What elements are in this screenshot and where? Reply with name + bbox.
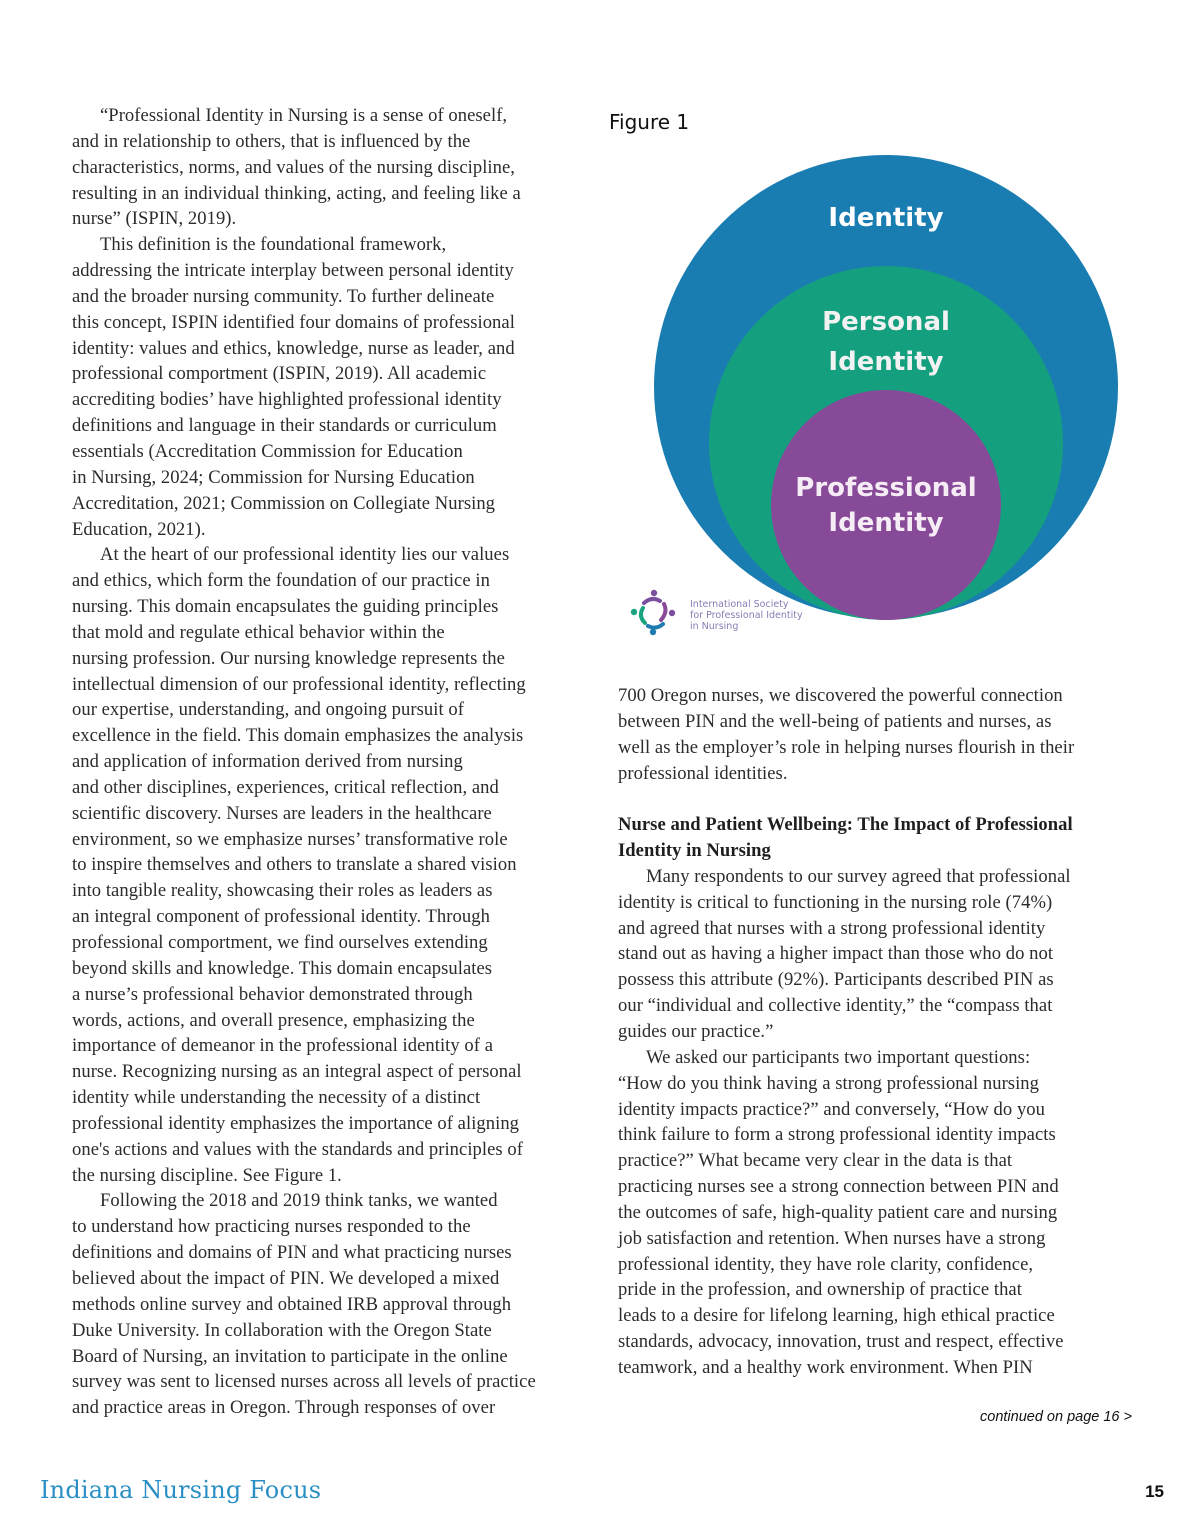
text-line: professional identity, they have role clarity, confidence, — [618, 1253, 1034, 1275]
text-line: and the broader nursing community. To further delineate — [72, 285, 495, 307]
text-line: professional comportment, we find ourselves extending — [72, 932, 488, 953]
text-line: Education, 2021). — [72, 518, 206, 540]
left-text-column — [72, 103, 587, 1421]
text-line: essentials (Accreditation Commission for Education — [72, 440, 463, 462]
text-line: in Nursing, 2024; Commission for Nursing Education — [72, 466, 475, 488]
text-line: one's actions and values with the standards and principles of — [72, 1138, 523, 1160]
text-line: At the heart of our professional identity lies our values — [100, 544, 510, 566]
identity-nested-circles-figure — [600, 140, 1160, 660]
text-line: environment, so we emphasize nurses’ transformative role — [72, 828, 508, 850]
text-line: professional identity emphasizes the importance of aligning — [72, 1112, 520, 1134]
text-line: survey was sent to licensed nurses across all levels of practice — [72, 1371, 536, 1393]
text-line: identity is critical to functioning in the nursing role (74%) — [618, 891, 1053, 913]
text-line: 700 Oregon nurses, we discovered the powerful connection — [618, 685, 1063, 706]
text-line: Many respondents to our survey agreed that professional — [646, 865, 1071, 887]
text-line: Duke University. In collaboration with the Oregon State — [72, 1319, 492, 1341]
text-line: resulting in an individual thinking, acting, and feeling like a — [72, 182, 521, 204]
text-line: possess this attribute (92%). Participants described PIN as — [618, 969, 1054, 991]
text-line: scientific discovery. Nurses are leaders in the healthcare — [72, 802, 492, 824]
text-line: well as the employer’s role in helping nurses flourish in their — [618, 736, 1075, 758]
text-line: the nursing discipline. See Figure 1. — [72, 1164, 342, 1186]
section-heading-line: Nurse and Patient Wellbeing: The Impact of Professional — [618, 814, 1073, 836]
text-line: believed about the impact of PIN. We developed a mixed — [72, 1267, 500, 1289]
text-line: characteristics, norms, and values of the nursing discipline, — [72, 156, 515, 178]
text-line: identity: values and ethics, knowledge, nurse as leader, and — [72, 337, 515, 359]
text-line: beyond skills and knowledge. This domain encapsulates — [72, 957, 493, 979]
text-line: identity impacts practice?” and conversely, “How do you — [618, 1098, 1045, 1120]
text-line: guides our practice.” — [618, 1020, 774, 1042]
text-line: accrediting bodies’ have highlighted professional identity — [72, 389, 502, 411]
text-line: teamwork, and a healthy work environment. When PIN — [618, 1356, 1033, 1378]
text-line: and ethics, which form the foundation of our practice in — [72, 570, 490, 592]
text-line: nurse. Recognizing nursing as an integral aspect of personal — [72, 1061, 522, 1083]
personal-identity-label-line1: Personal — [822, 307, 950, 337]
text-line: professional comportment (ISPIN, 2019). All academic — [72, 363, 487, 385]
identity-circle-label: Identity — [828, 203, 944, 233]
personal-identity-label-line2: Identity — [828, 347, 944, 377]
text-line: intellectual dimension of our professional identity, reflecting — [72, 673, 526, 695]
text-line: identity while understanding the necessity of a distinct — [72, 1087, 481, 1109]
ispin-logo-text-line3: in Nursing — [690, 621, 739, 632]
text-line: addressing the intricate interplay between personal identity — [72, 260, 514, 282]
text-line: an integral component of professional identity. Through — [72, 906, 490, 928]
text-line: think failure to form a strong professional identity impacts — [618, 1124, 1056, 1146]
section-heading-line: Identity in Nursing — [618, 840, 771, 862]
text-line: into tangible reality, showcasing their roles as leaders as — [72, 880, 493, 902]
text-line: words, actions, and overall presence, emphasizing the — [72, 1009, 475, 1031]
text-line: importance of demeanor in the professional identity of a — [72, 1035, 494, 1057]
text-line: Following the 2018 and 2019 think tanks, we wanted — [100, 1190, 498, 1212]
ispin-logo-icon — [631, 590, 675, 635]
text-line: definitions and language in their standards or curriculum — [72, 415, 497, 437]
text-line: standards, advocacy, innovation, trust and respect, effective — [618, 1331, 1064, 1353]
text-line: professional identities. — [618, 762, 788, 784]
text-line: this concept, ISPIN identified four domains of professional — [72, 311, 515, 333]
ispin-logo-text-line2: for Professional Identity — [690, 610, 803, 621]
text-line: practice?” What became very clear in the data is that — [618, 1150, 1013, 1172]
text-line: and practice areas in Oregon. Through responses of over — [72, 1397, 496, 1419]
text-line: Board of Nursing, an invitation to participate in the online — [72, 1345, 508, 1367]
text-line: pride in the profession, and ownership of practice that — [618, 1279, 1022, 1301]
text-line: “Professional Identity in Nursing is a sense of oneself, — [100, 105, 508, 126]
page-number: 15 — [1145, 1482, 1164, 1501]
text-line: definitions and domains of PIN and what practicing nurses — [72, 1242, 512, 1264]
ispin-logo-text-line1: International Society — [690, 599, 789, 610]
continued-on-next-page-link[interactable]: continued on page 16 > — [980, 1409, 1132, 1425]
text-line: the outcomes of safe, high-quality patient care and nursing — [618, 1201, 1058, 1223]
blank-line — [618, 786, 1133, 812]
publication-title: Indiana Nursing Focus — [40, 1476, 322, 1504]
text-line: and in relationship to others, that is influenced by the — [72, 130, 471, 152]
ispin-logo — [631, 590, 803, 635]
text-line: leads to a desire for lifelong learning, high ethical practice — [618, 1305, 1055, 1327]
right-text-column — [618, 683, 1133, 1381]
text-line: Accreditation, 2021; Commission on Collegiate Nursing — [72, 492, 496, 514]
professional-identity-label-line2: Identity — [828, 508, 944, 538]
text-line: stand out as having a higher impact than those who do not — [618, 943, 1054, 965]
professional-identity-circle — [771, 390, 1001, 620]
text-line: We asked our participants two important questions: — [646, 1046, 1031, 1068]
text-line: our “individual and collective identity,” the “compass that — [618, 995, 1053, 1017]
text-line: nursing. This domain encapsulates the guiding principles — [72, 596, 499, 618]
professional-identity-label-line1: Professional — [795, 473, 977, 503]
text-line: our expertise, understanding, and ongoing pursuit of — [72, 699, 464, 721]
text-line: nurse” (ISPIN, 2019). — [72, 208, 237, 230]
text-line: and agreed that nurses with a strong professional identity — [618, 917, 1046, 939]
text-line: excellence in the field. This domain emphasizes the analysis — [72, 725, 524, 747]
text-line: “How do you think having a strong professional nursing — [618, 1072, 1040, 1094]
figure-label: Figure 1 — [609, 110, 690, 134]
text-line: to understand how practicing nurses responded to the — [72, 1216, 471, 1238]
text-line: nursing profession. Our nursing knowledge represents the — [72, 647, 505, 669]
text-line: This definition is the foundational framework, — [100, 234, 447, 256]
text-line: that mold and regulate ethical behavior within the — [72, 621, 445, 643]
text-line: and application of information derived from nursing — [72, 751, 463, 773]
text-line: between PIN and the well-being of patients and nurses, as — [618, 710, 1052, 732]
text-line: to inspire themselves and others to translate a shared vision — [72, 854, 517, 876]
text-line: methods online survey and obtained IRB approval through — [72, 1293, 512, 1315]
text-line: and other disciplines, experiences, critical reflection, and — [72, 776, 499, 798]
text-line: practicing nurses see a strong connection between PIN and — [618, 1176, 1059, 1198]
text-line: a nurse’s professional behavior demonstrated through — [72, 983, 473, 1005]
text-line: job satisfaction and retention. When nurses have a strong — [618, 1227, 1046, 1249]
